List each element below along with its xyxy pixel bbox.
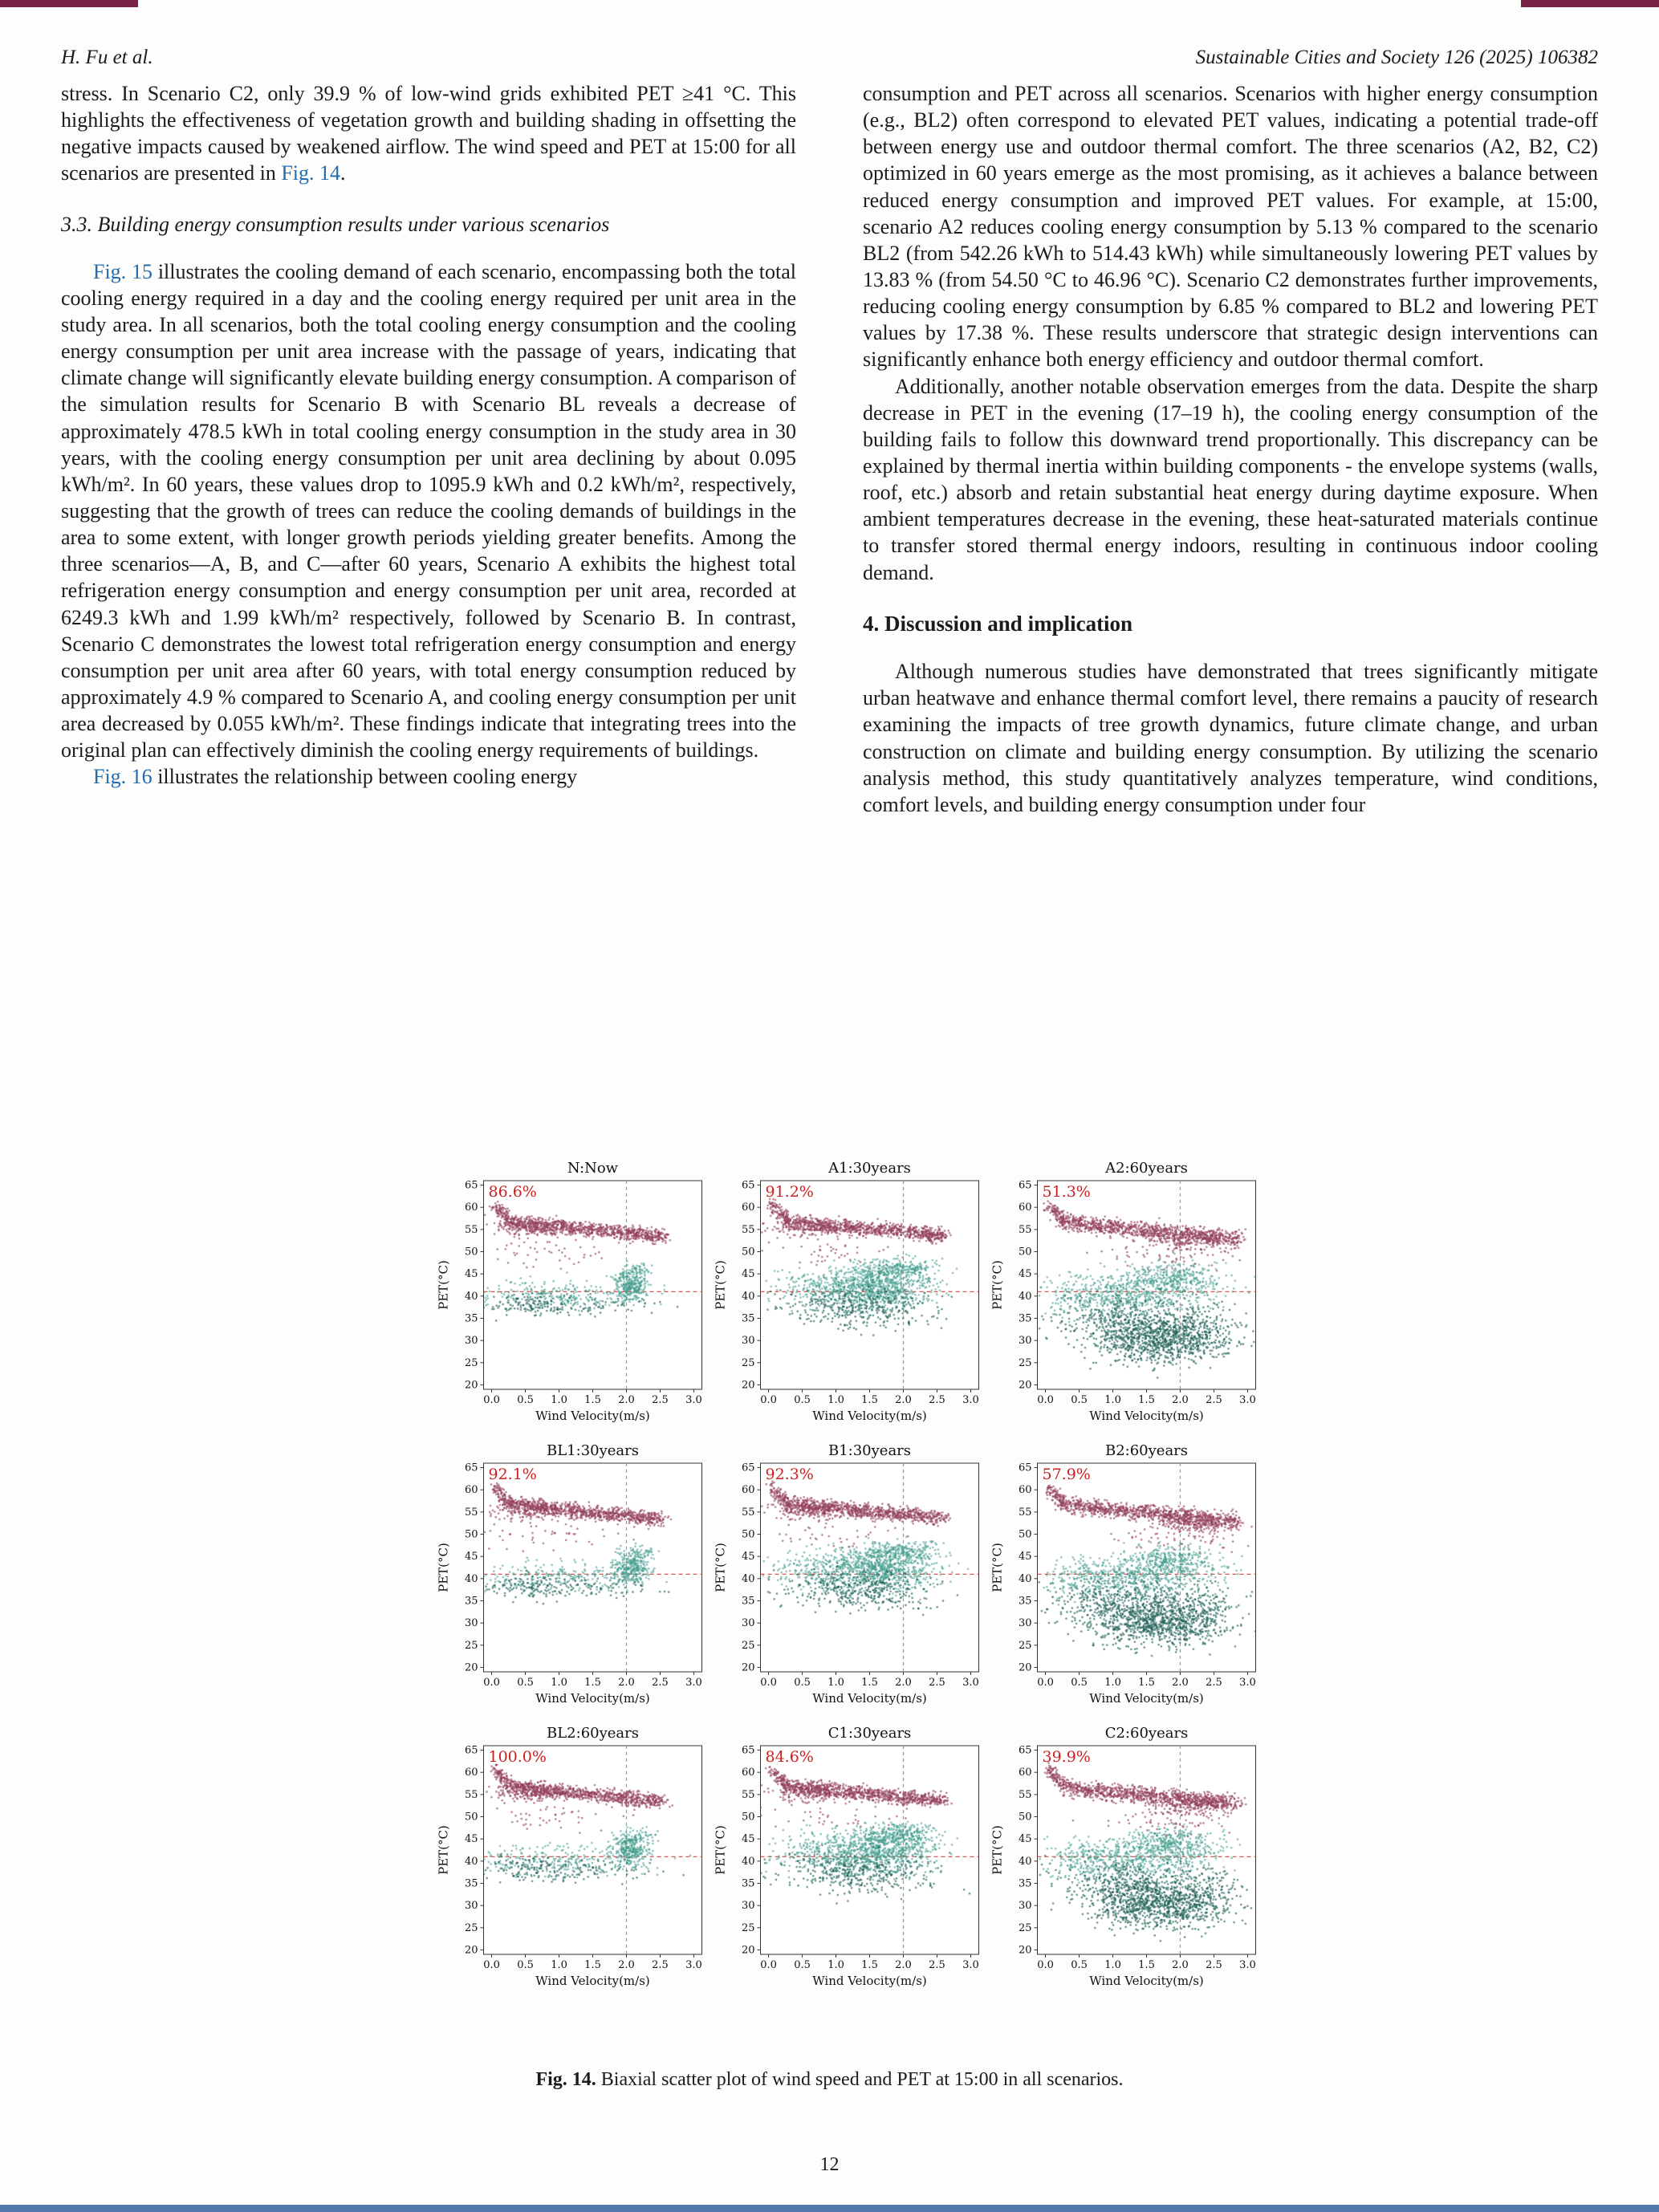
- scatter-subplot-bl2-60years: [435, 1725, 712, 2004]
- top-right-decoration-bar: [1521, 0, 1659, 7]
- text-segment: consumption and PET across all scenarios. Scenarios with higher energy consumption (e.g., BL2) often correspond to elevated PET values, indicating a potential trade-off between energy use and outdoor thermal comfort. The three scenarios (A2, B2, C2) optimized in 60 years emerge as the most promising, as it achieves a balance between reduced energy consumption and improved PET values. For example, at 15:00, scenario A2 reduces cooling energy consumption by 5.13 % compared to the scenario BL2 (from 542.26 kWh to 514.43 kWh) while simultaneously lowering PET values by 13.83 % (from 54.50 °C to 46.96 °C). Scenario C2 demonstrates further improvements, reducing cooling energy consumption by 6.85 % compared to BL2 and lowering PET values by 17.38 %. These results underscore that strategic design interventions can significantly enhance both energy efficiency and outdoor thermal comfort.: [863, 82, 1598, 372]
- paragraph: [863, 373, 1598, 586]
- page-number: 12: [819, 2154, 840, 2175]
- text-segment: Additionally, another notable observation emerges from the data. Despite the sharp decrease in PET in the evening (17–19 h), the cooling energy consumption of the building fails to follow this downward trend proportionally. This discrepancy can be explained by thermal inertia within building components - the envelope systems (walls, roof, etc.) absorb and retain substantial heat energy during daytime exposure. When ambient temperatures decrease in the evening, these heat-saturated materials continue to transfer stored thermal energy indoors, resulting in continuous indoor cooling demand.: [863, 374, 1598, 584]
- top-left-decoration-bar: [0, 0, 138, 7]
- text-segment: Although numerous studies have demonstrated that trees significantly mitigate urban heatwave and enhance thermal comfort level, there remains a paucity of research examining the impacts of tree growth dynamics, future climate change, and urban construction on climate and building energy consumption. By utilizing the scenario analysis method, this study quantitatively analyzes temperature, wind conditions, comfort levels, and building energy consumption under four: [863, 660, 1598, 816]
- text-segment: stress. In Scenario C2, only 39.9 % of low-wind grids exhibited PET ≥41 °C. This highlights the effectiveness of vegetation growth and building shading in offsetting the negative impacts caused by weakened airflow. The wind speed and PET at 15:00 for all scenarios are presented in: [61, 82, 796, 185]
- section-heading: 4. Discussion and implication: [863, 611, 1133, 636]
- paragraph: [863, 80, 1598, 373]
- figure-14: [435, 1160, 1266, 2004]
- scatter-subplot-c1-30years: [712, 1725, 989, 2004]
- scatter-subplot-a2-60years: [989, 1160, 1266, 1439]
- paragraph: [863, 658, 1598, 818]
- text-segment: illustrates the relationship between cooling energy: [152, 765, 578, 789]
- text-segment: .: [340, 161, 346, 185]
- bottom-decoration-bar: [0, 2205, 1659, 2212]
- scatter-subplot-bl1-30years: [435, 1442, 712, 1722]
- header-journal: Sustainable Cities and Society 126 (2025) 106382: [1195, 47, 1598, 68]
- scatter-subplot-n-now: [435, 1160, 712, 1439]
- figure-caption-text: Biaxial scatter plot of wind speed and PET at 15:00 in all scenarios.: [600, 2069, 1124, 2090]
- scatter-plot-grid: [435, 1160, 1266, 2004]
- figure-caption-label: Fig. 14.: [535, 2069, 596, 2090]
- text-segment: illustrates the cooling demand of each scenario, encompassing both the total cooling energy required in a day and the cooling energy required per unit area in the study area. In all scenarios, both the total cooling energy consumption and the cooling energy consumption per unit area increase with the passage of years, indicating that climate change will significantly elevate building energy consumption. A comparison of the simulation results for Scenario B with Scenario BL reveals a decrease of approximately 478.5 kWh in total cooling energy consumption in the study area in 30 years, with the cooling energy consumption per unit area declining by about 0.095 kWh/m². In 60 years, these values drop to 1095.9 kWh and 0.2 kWh/m², respectively, suggesting that the growth of trees can reduce the cooling demands of buildings in the area to some extent, with longer growth periods yielding greater benefits. Among the three scenarios—A, B, and C—after 60 years, Scenario A exhibits the highest total refrigeration energy consumption and energy consumption per unit area, recorded at 6249.3 kWh and 1.99 kWh/m² respectively, followed by Scenario B. In contrast, Scenario C demonstrates the lowest total refrigeration energy consumption and energy consumption per unit area after 60 years, with total energy consumption reduced by approximately 4.9 % compared to Scenario A, and cooling energy consumption per unit area decreased by 0.055 kWh/m². These findings indicate that integrating trees into the original plan can effectively diminish the cooling energy requirements of buildings.: [61, 259, 796, 762]
- figure-reference-link[interactable]: Fig. 16: [93, 765, 152, 789]
- left-text-column: [61, 80, 796, 791]
- header-authors: H. Fu et al.: [61, 47, 153, 68]
- paragraph: [61, 80, 796, 187]
- paragraph: [61, 258, 796, 764]
- scatter-subplot-b2-60years: [989, 1442, 1266, 1722]
- paragraph: [61, 763, 796, 790]
- figure-caption: [0, 2069, 1659, 2091]
- figure-reference-link[interactable]: Fig. 14: [281, 161, 341, 185]
- scatter-subplot-a1-30years: [712, 1160, 989, 1439]
- scatter-subplot-b1-30years: [712, 1442, 989, 1722]
- running-header: [61, 47, 1598, 69]
- figure-reference-link[interactable]: Fig. 15: [93, 259, 152, 283]
- scatter-subplot-c2-60years: [989, 1725, 1266, 2004]
- section-heading: 3.3. Building energy consumption results under various scenarios: [61, 212, 610, 236]
- right-text-column: [863, 80, 1598, 818]
